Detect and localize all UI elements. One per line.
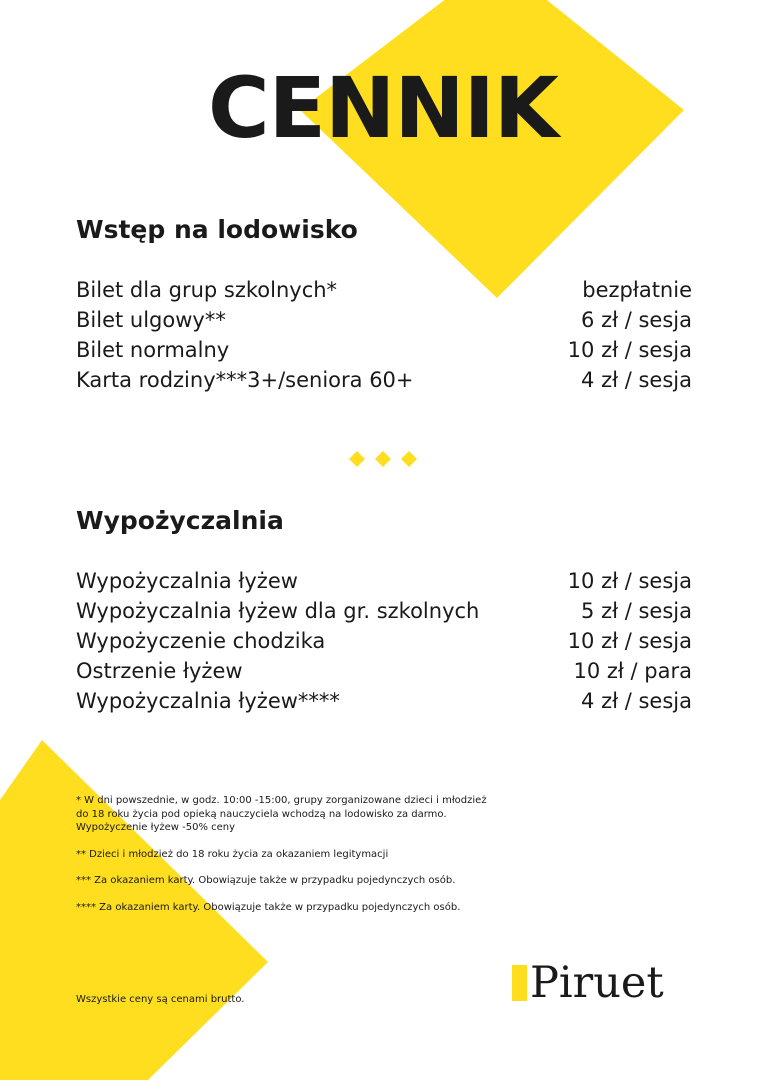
gross-prices-note: Wszystkie ceny są cenami brutto. (76, 994, 245, 1005)
price-row-value: 4 zł / sesja (581, 368, 692, 392)
price-row (76, 626, 692, 656)
page-title: CENNIK (208, 59, 558, 157)
footnote-line: * W dni powszednie, w godz. 10:00 -15:00, grupy zorganizowane dzieci i młodzież (76, 795, 487, 806)
footnote-line: Wypożyczenie łyżew -50% ceny (76, 822, 236, 833)
footnote-1 (76, 794, 526, 835)
price-row (76, 275, 692, 305)
price-row-label: Bilet ulgowy** (76, 308, 226, 332)
price-row-value: 6 zł / sesja (581, 308, 692, 332)
footnote-line: **** Za okazaniem karty. Obowiązuje także w przypadku pojedynczych osób. (76, 901, 461, 913)
price-row-label: Wypożyczalnia łyżew dla gr. szkolnych (76, 599, 480, 623)
price-row-value: 10 zł / sesja (567, 569, 692, 593)
price-row-label: Bilet dla grup szkolnych* (76, 278, 338, 302)
logo-yellow-bar (512, 965, 527, 1001)
footnote-line: ** Dzieci i młodzież do 18 roku życia za okazaniem legitymacji (76, 848, 389, 860)
divider-diamond-3 (401, 451, 417, 467)
section-heading-admission: Wstęp na lodowisko (76, 215, 358, 244)
piruet-logo (512, 958, 692, 1008)
price-row (76, 335, 692, 365)
price-row-value: 5 zł / sesja (581, 599, 692, 623)
price-row (76, 596, 692, 626)
price-row (76, 566, 692, 596)
price-row-value: 10 zł / para (573, 659, 692, 683)
logo-text: Piruet (530, 958, 664, 1008)
price-row-label: Bilet normalny (76, 338, 230, 362)
footnote-2 (76, 848, 526, 862)
price-row-label: Wypożyczalnia łyżew (76, 569, 298, 593)
price-row (76, 305, 692, 335)
price-row-label: Wypożyczalnia łyżew**** (76, 689, 340, 713)
price-row-value: bezpłatnie (582, 278, 692, 302)
footnote-line: do 18 roku życia pod opieką nauczyciela wchodzą na lodowisko za darmo. (76, 808, 447, 820)
footnote-4 (76, 901, 526, 915)
price-row (76, 656, 692, 686)
footnotes (76, 794, 526, 927)
price-row (76, 686, 692, 716)
yellow-diamond-top-right-decoration (0, 0, 766, 320)
price-row-value: 10 zł / sesja (567, 338, 692, 362)
diamond-divider-icon (348, 450, 418, 468)
price-list-rental (76, 566, 692, 716)
price-list-admission (76, 275, 692, 395)
footnote-3 (76, 874, 526, 888)
price-row (76, 365, 692, 395)
price-row-label: Karta rodziny***3+/seniora 60+ (76, 368, 414, 392)
price-row-value: 10 zł / sesja (567, 629, 692, 653)
divider-diamond-1 (349, 451, 365, 467)
divider-diamond-2 (375, 451, 391, 467)
section-heading-rental: Wypożyczalnia (76, 506, 284, 535)
price-row-label: Ostrzenie łyżew (76, 659, 243, 683)
footnote-line: *** Za okazaniem karty. Obowiązuje także w przypadku pojedynczych osób. (76, 875, 456, 886)
price-row-value: 4 zł / sesja (581, 689, 692, 713)
price-row-label: Wypożyczenie chodzika (76, 629, 326, 653)
